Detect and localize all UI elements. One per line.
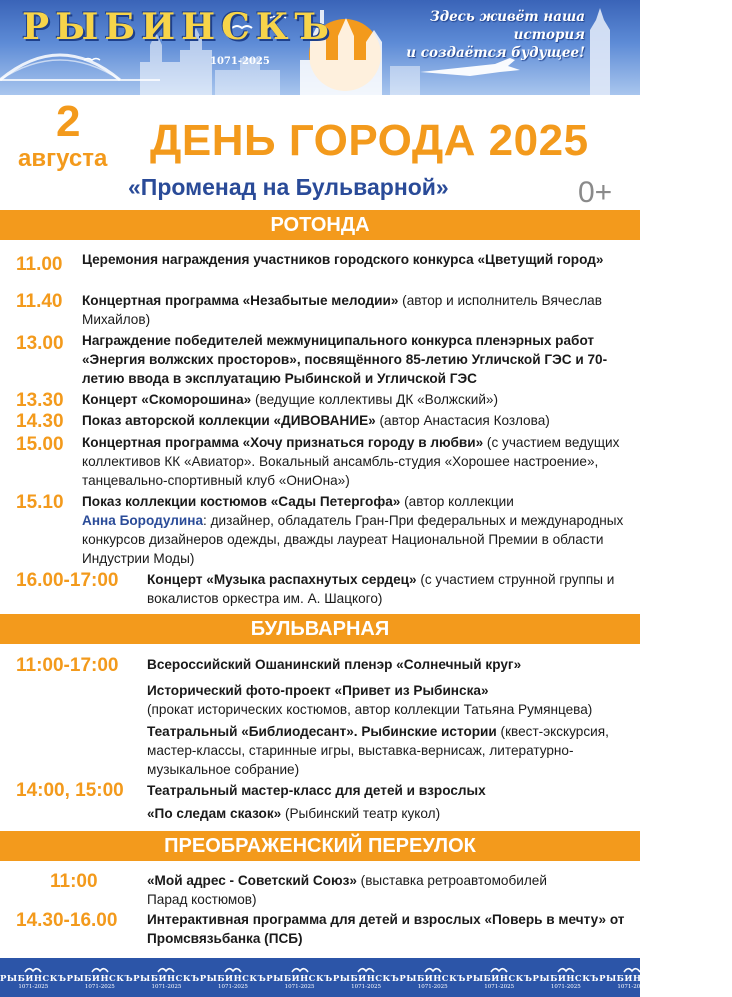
- item-desc: [82, 291, 630, 329]
- seagull-icon: [557, 965, 575, 974]
- item-title: Показ коллекции костюмов «Сады Петергофа»: [82, 494, 401, 509]
- seagull-icon: [424, 965, 442, 974]
- item-desc: [147, 871, 567, 909]
- footer-logo-strip: [0, 958, 732, 997]
- item-time: 13.00: [16, 333, 64, 354]
- item-time: 14.30-16.00: [16, 910, 118, 931]
- slogan: [405, 8, 585, 62]
- item-details: (автор коллекции: [400, 494, 514, 509]
- footer-logo: [666, 965, 732, 991]
- item-time: 15.00: [16, 434, 64, 455]
- item-title: «Мой адрес - Советский Союз»: [147, 873, 357, 888]
- event-day: 2: [56, 97, 81, 146]
- item-desc: [82, 433, 630, 490]
- age-rating: 0+: [578, 176, 613, 209]
- footer-logo-name: РЫБИНСКЪ: [66, 973, 134, 984]
- item-title: Интерактивная программа для детей и взрослых «Поверь в мечту» от Промсвязьбанка (ПСБ): [147, 912, 625, 946]
- footer-logo-name: РЫБИНСКЪ: [199, 973, 267, 984]
- seagull-icon: [91, 965, 109, 974]
- section-preobrazhensky: ПРЕОБРАЖЕНСКИЙ ПЕРЕУЛОК: [0, 831, 640, 861]
- footer-logo-name: РЫБИНСКЪ: [465, 973, 533, 984]
- footer-logo-name: РЫБИНСКЪ: [133, 973, 200, 984]
- footer-logo-name: РЫБИНСКЪ: [0, 973, 67, 984]
- item-time: 16.00-17:00: [16, 570, 119, 591]
- item-title: Исторический фото-проект «Привет из Рыбинска»: [147, 683, 489, 698]
- footer-logo-years: 1071-2025: [284, 983, 315, 990]
- footer-logo-years: 1071-2025: [484, 983, 515, 990]
- item-details-continued: : дизайнер, обладатель Гран-При федеральных и международных конкурсов дизайнеров одежды, дважды лауреат Национальной Премии в области Индустрии Моды): [82, 513, 624, 566]
- item-time: 11:00: [50, 871, 98, 892]
- seagull-icon: [690, 965, 708, 974]
- brand-years: 1071-2025: [210, 56, 270, 67]
- item-title: Показ авторской коллекции «ДИВОВАНИЕ»: [82, 413, 376, 428]
- slogan-line-1: Здесь живёт наша история: [429, 9, 585, 43]
- designer-name: Анна Бородулина: [82, 513, 204, 528]
- seagull-icon: [357, 965, 375, 974]
- footer-logo-name: РЫБИНСКЪ: [532, 973, 600, 984]
- footer-logo-years: 1071-2025: [84, 983, 115, 990]
- seagull-icon: [623, 965, 641, 974]
- item-desc: [147, 804, 632, 823]
- event-month: августа: [18, 145, 108, 172]
- item-title: Концертная программа «Хочу признаться городу в любви»: [82, 435, 484, 450]
- item-time: 11.40: [16, 291, 63, 312]
- item-desc: [147, 681, 632, 719]
- item-desc: [147, 781, 632, 800]
- event-title: ДЕНЬ ГОРОДА 2025: [150, 116, 589, 165]
- item-details: (выставка ретроавтомобилей Парад костюмов): [147, 873, 547, 907]
- item-details: (прокат исторических костюмов, автор коллекции Татьяна Румянцева): [147, 702, 593, 717]
- item-details: (ведущие коллективы ДК «Волжский»): [251, 392, 499, 407]
- section-bulvarnaya: БУЛЬВАРНАЯ: [0, 614, 640, 644]
- footer-logo-name: РЫБИНСКЪ: [599, 973, 666, 984]
- item-desc: [147, 655, 632, 674]
- item-desc: [147, 910, 637, 948]
- item-desc: [147, 570, 632, 608]
- footer-logo-name: РЫБИНСКЪ: [399, 973, 466, 984]
- footer-logo-years: 1071-2025: [218, 983, 248, 990]
- item-time: 13.30: [16, 390, 64, 411]
- header-banner: [0, 0, 640, 95]
- footer-logo-years: 1071-2025: [151, 983, 182, 990]
- venue-title: «Променад на Бульварной»: [128, 174, 449, 200]
- footer-logo-name: РЫБИНСКЪ: [665, 973, 732, 984]
- footer-logo: [333, 965, 400, 991]
- section-rotonda: РОТОНДА: [0, 210, 640, 240]
- item-title: «По следам сказок»: [147, 806, 282, 821]
- seagull-icon: [157, 965, 175, 974]
- footer-logo-years: 1071-2025: [18, 983, 49, 990]
- item-details: (автор Анастасия Козлова): [375, 413, 550, 428]
- footer-logo: [399, 965, 466, 991]
- item-details: (с участием струнной группы и вокалистов оркестра им. А. Шацкого): [147, 572, 615, 606]
- footer-logo: [67, 965, 134, 991]
- footer-logo: [599, 965, 666, 991]
- item-desc: [82, 250, 630, 269]
- item-time: 14.30: [16, 411, 64, 432]
- item-title: Концерт «Музыка распахнутых сердец»: [147, 572, 417, 587]
- item-title: Концерт «Скоморошина»: [82, 392, 252, 407]
- item-title: Театральный «Библиодесант». Рыбинские истории: [147, 724, 497, 739]
- footer-logo: [0, 965, 67, 991]
- footer-logo-years: 1071-2025: [417, 983, 448, 990]
- footer-logo-years: 1071-2025: [617, 983, 648, 990]
- item-desc: [82, 331, 630, 388]
- item-title: Театральный мастер-класс для детей и взрослых: [147, 783, 486, 798]
- item-title: Всероссийский Ошанинский пленэр «Солнечный круг»: [147, 657, 522, 672]
- seagull-icon: [224, 965, 242, 974]
- footer-logo: [266, 965, 333, 991]
- item-desc: [82, 390, 630, 409]
- footer-logo-years: 1071-2025: [683, 983, 714, 990]
- item-title: Награждение победителей межмуниципального конкурса пленэрных работ «Энергия волжских просторов», посвящённого 85-летию Угличской ГЭС и 70-летию ввода в эксплуатацию Рыбинской и Угличской ГЭС: [82, 333, 608, 386]
- footer-logo-name: РЫБИНСКЪ: [266, 973, 333, 984]
- footer-logo: [200, 965, 267, 991]
- item-details: (квест-экскурсия, мастер-классы, старинные игры, выставка-вернисаж, литературно-музыкальное собрание): [147, 724, 609, 777]
- brand-logo: РЫБИНСКЪ: [22, 6, 335, 48]
- item-time: 11.00: [16, 254, 63, 275]
- item-desc: [147, 722, 632, 779]
- footer-logo-name: РЫБИНСКЪ: [332, 973, 400, 984]
- item-desc: [82, 411, 630, 430]
- footer-logo-years: 1071-2025: [351, 983, 382, 990]
- item-desc: [82, 492, 630, 568]
- item-title: Концертная программа «Незабытые мелодии»: [82, 293, 399, 308]
- item-time: 15.10: [16, 492, 64, 513]
- footer-logo: [133, 965, 200, 991]
- item-details: (автор и исполнитель Вячеслав Михайлов): [82, 293, 602, 327]
- seagull-icon: [24, 965, 42, 974]
- item-details: (с участием ведущих коллективов КК «Авиатор». Вокальный ансамбль-студия «Хорошее настроение», танцевально-спортивный клуб «ОниОна»): [82, 435, 620, 488]
- footer-logo: [466, 965, 533, 991]
- item-time: 11:00-17:00: [16, 655, 119, 676]
- slogan-line-2: и создаётся будущее!: [406, 45, 585, 61]
- seagull-icon: [490, 965, 508, 974]
- footer-logo-years: 1071-2025: [550, 983, 581, 990]
- item-details: (Рыбинский театр кукол): [281, 806, 441, 821]
- item-time: 14:00, 15:00: [16, 780, 124, 801]
- footer-logo: [533, 965, 600, 991]
- item-title: Церемония награждения участников городского конкурса «Цветущий город»: [82, 252, 604, 267]
- seagull-icon: [291, 965, 309, 974]
